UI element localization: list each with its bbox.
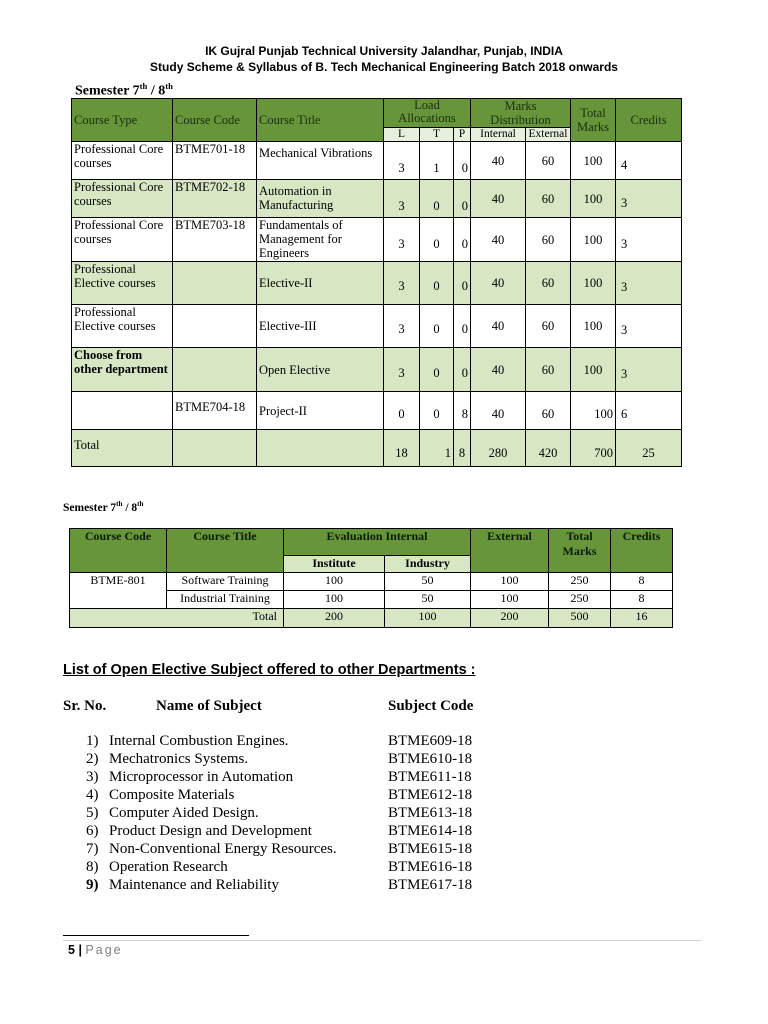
list-item: [0, 877, 768, 895]
cell-course-code: [173, 262, 257, 305]
cell-external: 60: [526, 262, 571, 305]
cell-course-code: BTME704-18: [173, 392, 257, 430]
cell-credits: 8: [611, 573, 673, 591]
item-code: BTME609-18: [388, 733, 473, 749]
cell-total: 700: [571, 430, 616, 467]
cell-credits: 6: [616, 392, 682, 430]
item-name: Computer Aided Design.: [109, 805, 259, 821]
table-header-row: [72, 99, 682, 128]
cell-p: 8: [454, 392, 471, 430]
header-p: P: [454, 128, 471, 142]
item-name: Operation Research: [109, 859, 228, 875]
item-code: BTME612-18: [388, 787, 473, 803]
cell-industry: 100: [385, 609, 471, 628]
cell-empty: [173, 430, 257, 467]
cell-institute: 100: [284, 573, 385, 591]
cell-t: 0: [420, 305, 454, 348]
header-evaluation-internal: Evaluation Internal: [284, 529, 471, 556]
cell-t: 1: [420, 142, 454, 180]
header-l: L: [384, 128, 420, 142]
table-row: [72, 392, 682, 430]
training-table: [69, 528, 673, 628]
item-name: Composite Materials: [109, 787, 235, 803]
page-label: Page: [85, 943, 123, 957]
list-item: [0, 805, 768, 823]
cell-p: 8: [454, 430, 471, 467]
cell-course-type: Professional Elective courses: [72, 262, 173, 305]
cell-p: 0: [454, 348, 471, 392]
table-row: [72, 262, 682, 305]
cell-total-label: Total: [72, 430, 173, 467]
item-code: BTME616-18: [388, 859, 473, 875]
table-total-row: [72, 430, 682, 467]
header-university: IK Gujral Punjab Technical University Jalandhar, Punjab, INDIA: [205, 44, 563, 58]
cell-credits: 16: [611, 609, 673, 628]
cell-l: 3: [384, 348, 420, 392]
header-industry: Industry: [385, 556, 471, 573]
header-marks-distribution: Marks Distribution: [471, 99, 571, 128]
cell-p: 0: [454, 262, 471, 305]
list-item: [0, 751, 768, 769]
cell-total-label: Total: [70, 609, 284, 628]
cell-external: 60: [526, 142, 571, 180]
page-footer: [68, 943, 123, 957]
cell-l: 3: [384, 305, 420, 348]
item-name: Microprocessor in Automation: [109, 769, 294, 785]
column-header-code: Subject Code: [388, 698, 474, 714]
cell-t: 1: [420, 430, 454, 467]
cell-l: 3: [384, 218, 420, 262]
cell-course-title: Elective-III: [257, 305, 384, 348]
cell-credits: 3: [616, 218, 682, 262]
training-total-row: [70, 609, 673, 628]
cell-internal: 40: [471, 392, 526, 430]
cell-total: 100: [571, 262, 616, 305]
cell-internal: 40: [471, 348, 526, 392]
item-code: BTME615-18: [388, 841, 473, 857]
cell-p: 0: [454, 305, 471, 348]
semester-label-2: Semester 7th / 8th: [63, 500, 144, 514]
table-row: [72, 218, 682, 262]
cell-total: 500: [549, 609, 611, 628]
footer-separator: |: [78, 943, 82, 957]
cell-course-code: [173, 348, 257, 392]
cell-total: 100: [571, 218, 616, 262]
cell-course-code: BTME702-18: [173, 180, 257, 218]
cell-course-title: Industrial Training: [167, 591, 284, 609]
cell-internal: 40: [471, 262, 526, 305]
list-item: [0, 787, 768, 805]
list-item: [0, 769, 768, 787]
cell-internal: 40: [471, 142, 526, 180]
item-number: 6): [86, 823, 99, 839]
open-elective-title: List of Open Elective Subject offered to other Departments :: [63, 662, 476, 678]
header-course-title: Course Title: [167, 529, 284, 573]
table-row: [72, 142, 682, 180]
cell-internal: 40: [471, 180, 526, 218]
item-name: Non-Conventional Energy Resources.: [109, 841, 337, 857]
cell-internal: 40: [471, 305, 526, 348]
cell-total: 100: [571, 180, 616, 218]
cell-credits: 3: [616, 262, 682, 305]
cell-p: 0: [454, 218, 471, 262]
cell-course-code: BTME-801: [70, 573, 167, 609]
table-row: [72, 305, 682, 348]
table-row: [70, 573, 673, 591]
header-t: T: [420, 128, 454, 142]
footnote-divider: [63, 935, 249, 936]
cell-external: 60: [526, 218, 571, 262]
table-row: [72, 348, 682, 392]
cell-course-title: Elective-II: [257, 262, 384, 305]
item-number: 9): [86, 877, 99, 893]
header-institute: Institute: [284, 556, 385, 573]
cell-credits: 3: [616, 180, 682, 218]
header-internal: Internal: [471, 128, 526, 142]
training-header-row: [70, 529, 673, 556]
item-code: BTME614-18: [388, 823, 473, 839]
cell-course-title: Automation in Manufacturing: [257, 180, 384, 218]
list-item: [0, 841, 768, 859]
cell-t: 0: [420, 392, 454, 430]
footer-divider: [63, 940, 701, 941]
cell-external: 420: [526, 430, 571, 467]
cell-total: 100: [571, 392, 616, 430]
cell-course-code: BTME703-18: [173, 218, 257, 262]
cell-industry: 50: [385, 573, 471, 591]
header-total-marks: Total Marks: [549, 529, 611, 573]
header-course-code: Course Code: [70, 529, 167, 573]
semester-label-1: Semester 7th / 8th: [75, 81, 173, 99]
cell-course-type: Professional Elective courses: [72, 305, 173, 348]
cell-p: 0: [454, 180, 471, 218]
cell-course-title: Mechanical Vibrations: [257, 142, 384, 180]
header-study-scheme: Study Scheme & Syllabus of B. Tech Mechanical Engineering Batch 2018 onwards: [150, 60, 618, 74]
header-course-type: Course Type: [72, 99, 173, 142]
header-external: External: [471, 529, 549, 573]
cell-credits: 3: [616, 305, 682, 348]
cell-l: 0: [384, 392, 420, 430]
cell-course-type: Professional Core courses: [72, 142, 173, 180]
cell-industry: 50: [385, 591, 471, 609]
page-number: 5: [68, 943, 75, 957]
cell-course-title: Project-II: [257, 392, 384, 430]
header-credits: Credits: [611, 529, 673, 573]
cell-internal: 280: [471, 430, 526, 467]
cell-t: 0: [420, 348, 454, 392]
cell-external: 100: [471, 573, 549, 591]
cell-internal: 40: [471, 218, 526, 262]
cell-total: 100: [571, 348, 616, 392]
cell-l: 3: [384, 142, 420, 180]
table-row: [72, 180, 682, 218]
cell-total: 100: [571, 142, 616, 180]
item-code: BTME610-18: [388, 751, 473, 767]
cell-course-type: Professional Core courses: [72, 180, 173, 218]
item-name: Mechatronics Systems.: [109, 751, 249, 767]
item-name: Maintenance and Reliability: [109, 877, 279, 893]
cell-t: 0: [420, 180, 454, 218]
cell-total: 100: [571, 305, 616, 348]
cell-credits: 3: [616, 348, 682, 392]
course-table: [71, 98, 682, 467]
cell-t: 0: [420, 262, 454, 305]
cell-credits: 4: [616, 142, 682, 180]
item-number: 2): [86, 751, 99, 767]
cell-institute: 100: [284, 591, 385, 609]
item-code: BTME611-18: [388, 769, 472, 785]
cell-l: 3: [384, 180, 420, 218]
list-item: [0, 733, 768, 751]
item-number: 8): [86, 859, 99, 875]
cell-course-title: Open Elective: [257, 348, 384, 392]
cell-institute: 200: [284, 609, 385, 628]
cell-course-type: [72, 392, 173, 430]
cell-p: 0: [454, 142, 471, 180]
cell-course-title: Fundamentals of Management for Engineers: [257, 218, 384, 262]
header-course-title: Course Title: [257, 99, 384, 142]
cell-course-type: Choose from other department: [72, 348, 173, 392]
cell-course-code: [173, 305, 257, 348]
list-item: [0, 859, 768, 877]
cell-total: 250: [549, 573, 611, 591]
cell-credits: 25: [616, 430, 682, 467]
item-code: BTME613-18: [388, 805, 473, 821]
cell-external: 60: [526, 180, 571, 218]
item-number: 1): [86, 733, 99, 749]
cell-external: 60: [526, 305, 571, 348]
cell-empty: [257, 430, 384, 467]
cell-credits: 8: [611, 591, 673, 609]
cell-l: 3: [384, 262, 420, 305]
item-code: BTME617-18: [388, 877, 473, 893]
item-number: 7): [86, 841, 99, 857]
cell-external: 200: [471, 609, 549, 628]
cell-course-type: Professional Core courses: [72, 218, 173, 262]
cell-t: 0: [420, 218, 454, 262]
cell-external: 60: [526, 392, 571, 430]
cell-l: 18: [384, 430, 420, 467]
cell-course-code: BTME701-18: [173, 142, 257, 180]
column-header-sr-no: Sr. No.: [63, 698, 107, 714]
list-item: [0, 823, 768, 841]
item-name: Product Design and Development: [109, 823, 312, 839]
item-number: 5): [86, 805, 99, 821]
item-number: 4): [86, 787, 99, 803]
header-load-allocations: Load Allocations: [384, 99, 471, 128]
cell-external: 100: [471, 591, 549, 609]
header-external: External: [526, 128, 571, 142]
header-course-code: Course Code: [173, 99, 257, 142]
cell-total: 250: [549, 591, 611, 609]
cell-course-title: Software Training: [167, 573, 284, 591]
header-credits: Credits: [616, 99, 682, 142]
column-header-name: Name of Subject: [156, 698, 262, 714]
item-name: Internal Combustion Engines.: [109, 733, 289, 749]
item-number: 3): [86, 769, 99, 785]
header-total-marks: Total Marks: [571, 99, 616, 142]
cell-external: 60: [526, 348, 571, 392]
